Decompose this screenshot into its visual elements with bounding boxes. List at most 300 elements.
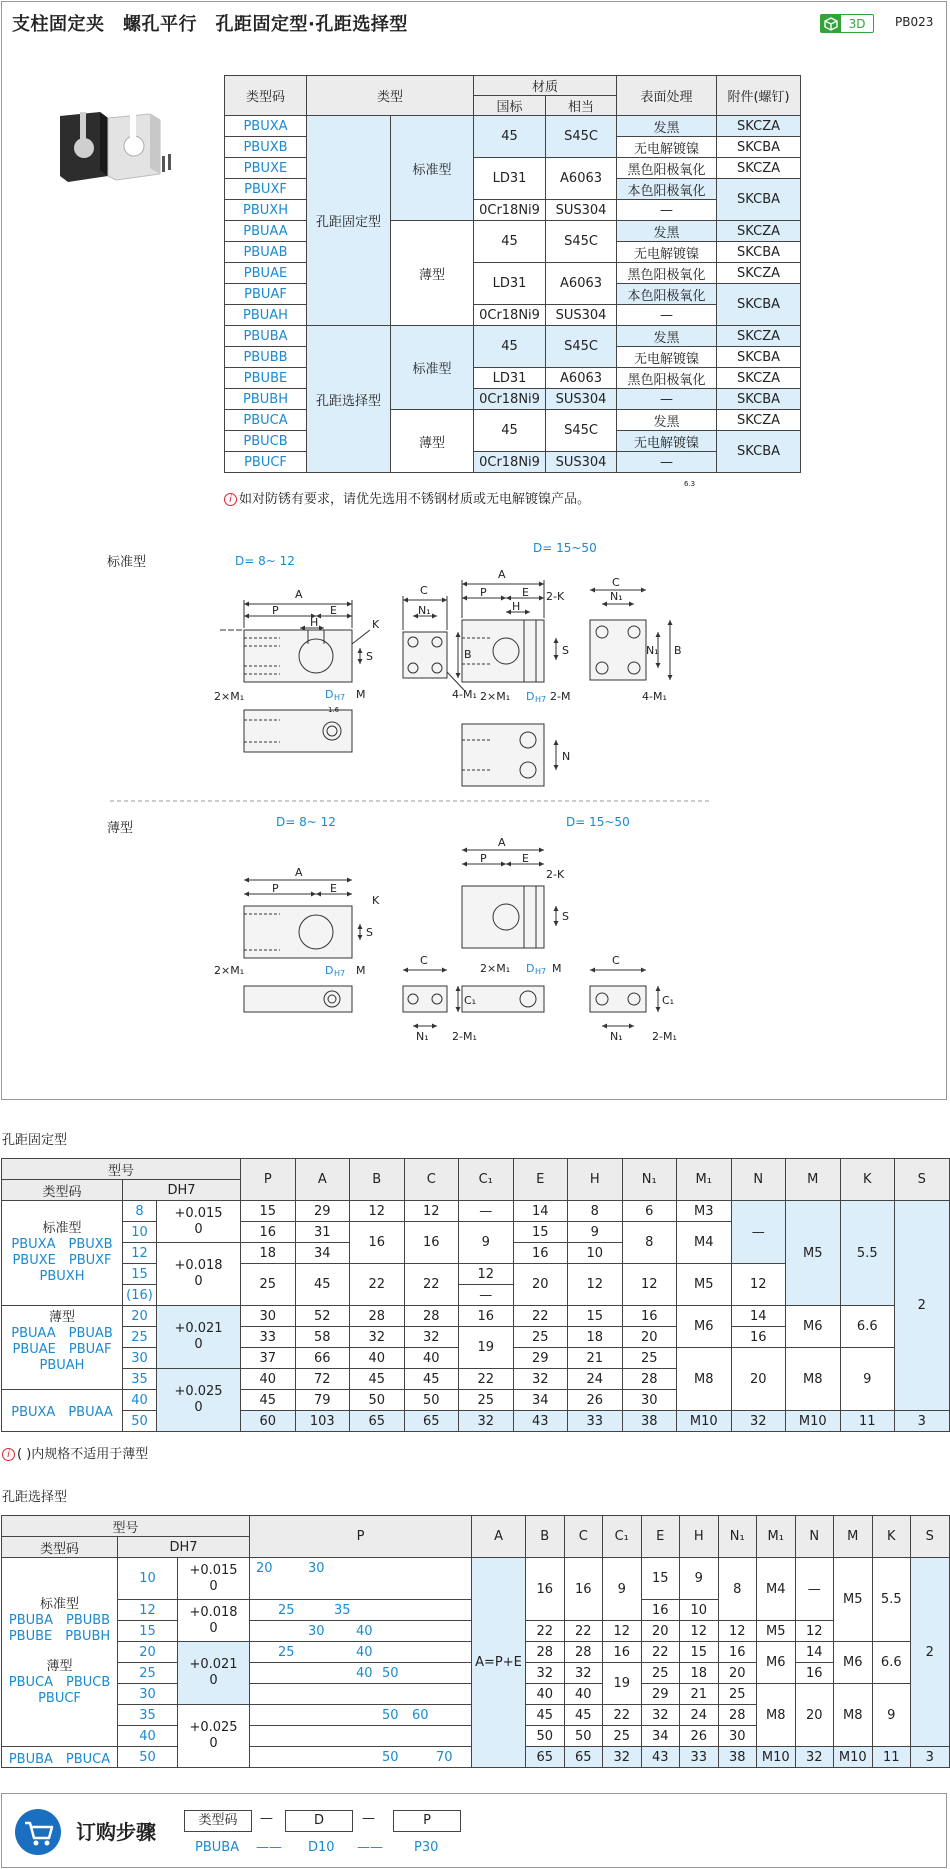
cell: 28	[718, 1705, 757, 1726]
mat-equiv: S45C	[546, 116, 617, 158]
h-dh7: DH7	[118, 1537, 250, 1558]
material-table	[224, 75, 801, 473]
cell: 28	[564, 1642, 603, 1663]
mat-equiv: SUS304	[546, 452, 617, 473]
d-value[interactable]: 12	[118, 1600, 178, 1621]
cell: —	[731, 1201, 786, 1264]
dim-2m1: 2-M₁	[452, 1030, 477, 1043]
d-range-large: D= 15~50	[533, 541, 597, 555]
cell: 12	[718, 1621, 757, 1642]
dim-m4: 4-M₁	[642, 690, 667, 703]
col-header: C	[404, 1159, 459, 1201]
d-value[interactable]: 30	[123, 1348, 157, 1369]
cell: 29	[641, 1684, 680, 1705]
cell: 25	[622, 1348, 677, 1369]
cell: 18	[568, 1327, 623, 1348]
cell: 12	[459, 1264, 514, 1285]
dim-k: K	[372, 894, 380, 907]
code-list[interactable]: PBUAH	[39, 1358, 85, 1373]
p-value[interactable]: 25	[278, 1603, 295, 1618]
cell: 9	[680, 1558, 719, 1600]
cell: 43	[641, 1747, 680, 1768]
dim-m1x2: 2×M₁	[214, 690, 245, 703]
type-code[interactable]: PBUBH	[225, 389, 307, 410]
cell: 16	[564, 1558, 603, 1621]
cell: 16	[241, 1222, 296, 1243]
sub-label: 标准型	[391, 116, 474, 221]
d-value[interactable]: 40	[123, 1390, 157, 1411]
order-box-d: D	[285, 1810, 353, 1832]
d-value[interactable]: 50	[118, 1747, 178, 1768]
cell: M10	[834, 1747, 873, 1768]
dim-a: A	[295, 866, 303, 879]
cell: 25	[459, 1390, 514, 1411]
accessory: SKCZA	[717, 221, 801, 242]
select-group	[2, 1558, 118, 1747]
dim-a: A	[295, 588, 303, 601]
cell: 19	[603, 1663, 642, 1705]
cell: 45	[404, 1369, 459, 1390]
dim-2k: 2-K	[546, 590, 565, 603]
cell: 34	[295, 1243, 350, 1264]
mat-equiv: S45C	[546, 221, 617, 263]
cell: 40	[241, 1369, 296, 1390]
cell: 32	[603, 1747, 642, 1768]
code-list[interactable]: PBUXH	[39, 1269, 85, 1284]
cell: —	[459, 1201, 514, 1222]
dim-s: S	[366, 926, 373, 939]
cell: 8	[718, 1558, 757, 1621]
d-value[interactable]: 35	[118, 1705, 178, 1726]
dim-e: E	[522, 852, 529, 865]
code-list[interactable]: PBUCA PBUCB	[8, 1675, 111, 1690]
cell: 65	[404, 1411, 459, 1432]
code-list[interactable]: PBUCF	[38, 1691, 81, 1706]
dim-k: K	[372, 618, 380, 631]
dim-h7: H7	[334, 693, 346, 702]
d-value[interactable]: 12	[123, 1243, 157, 1264]
surface: —	[617, 200, 717, 221]
cell: 11	[872, 1747, 911, 1768]
cell: 16	[350, 1222, 405, 1264]
cell: 65	[526, 1747, 565, 1768]
cell: 12	[350, 1201, 405, 1222]
cell: 16	[459, 1306, 514, 1327]
surface: 无电解镀镍	[617, 242, 717, 263]
cell: M10	[677, 1411, 732, 1432]
cell: M5	[757, 1621, 796, 1642]
dim-s: S	[562, 910, 569, 923]
surface: 本色阳极氧化	[617, 284, 717, 305]
p-value[interactable]: 35	[334, 1603, 351, 1618]
cell: 32	[641, 1705, 680, 1726]
type-code[interactable]: PBUCA	[225, 410, 307, 431]
tolerance: +0.021 0	[178, 1642, 250, 1705]
cell: 60	[241, 1411, 296, 1432]
p-values	[250, 1600, 472, 1621]
p-values	[250, 1642, 472, 1663]
order-dash: —	[362, 1811, 375, 1826]
page-code: PB023	[895, 15, 934, 29]
p-value[interactable]: 50	[382, 1666, 399, 1681]
col-header: H	[568, 1159, 623, 1201]
p-value[interactable]: 50	[382, 1708, 399, 1723]
surface: —	[617, 452, 717, 473]
cell: M10	[757, 1747, 796, 1768]
col-header: M	[786, 1159, 841, 1201]
header-surface: 表面处理	[617, 76, 717, 116]
example-code: PBUBA	[195, 1840, 240, 1855]
p-value[interactable]: 70	[436, 1750, 453, 1765]
cell: M8	[757, 1684, 796, 1747]
dim-s: S	[562, 644, 569, 657]
select-section-label: 孔距选择型	[2, 1490, 68, 1505]
a-formula: A=P+E	[472, 1558, 526, 1768]
mat-gb: 0Cr18Ni9	[474, 389, 546, 410]
type-code[interactable]: PBUBA	[225, 326, 307, 347]
col-header: B	[526, 1516, 565, 1558]
surface: 发黑	[617, 221, 717, 242]
cell: 12	[603, 1621, 642, 1642]
cell: 30	[622, 1390, 677, 1411]
dim-h7: H7	[334, 969, 346, 978]
dim-h7: H7	[535, 967, 547, 976]
cell: 45	[241, 1390, 296, 1411]
p-values	[250, 1663, 472, 1684]
cell: 103	[295, 1411, 350, 1432]
type-code[interactable]: PBUAE	[225, 263, 307, 284]
cell: 6	[622, 1201, 677, 1222]
cell: 22	[404, 1264, 459, 1306]
cart-icon	[14, 1808, 64, 1856]
accessory: SKCBA	[717, 137, 801, 158]
code-list[interactable]: PBUAE PBUAF	[12, 1342, 112, 1357]
surface: 本色阳极氧化	[617, 179, 717, 200]
dim-h7: H7	[535, 695, 547, 704]
cell: 45	[564, 1705, 603, 1726]
type-code[interactable]: PBUAB	[225, 242, 307, 263]
cell: 22	[459, 1369, 514, 1390]
thin-label: 薄型	[48, 1310, 75, 1325]
code-list[interactable]: PBUXE PBUXF	[12, 1253, 112, 1268]
d-value[interactable]: 20	[118, 1642, 178, 1663]
cell: 16	[718, 1642, 757, 1663]
mat-gb: 45	[474, 326, 546, 368]
cell: 32	[350, 1327, 405, 1348]
3d-badge[interactable]	[820, 14, 874, 33]
header-accessory: 附件(螺钉)	[717, 76, 801, 116]
p-value[interactable]: 40	[356, 1666, 373, 1681]
dim-c: C	[612, 576, 620, 589]
p-values	[250, 1705, 472, 1726]
cell: 38	[622, 1411, 677, 1432]
cell: 19	[459, 1327, 514, 1369]
cell: 29	[295, 1201, 350, 1222]
cell: 40	[526, 1684, 565, 1705]
cell: M5	[677, 1264, 732, 1306]
cell: 28	[526, 1642, 565, 1663]
cell: 22	[564, 1621, 603, 1642]
code-list[interactable]: PBUBE PBUBH	[8, 1629, 111, 1644]
cell: 31	[295, 1222, 350, 1243]
cell: 20	[795, 1684, 834, 1747]
code-list[interactable]: PBUAA PBUAB	[11, 1326, 113, 1341]
cell: 29	[513, 1348, 568, 1369]
cell: 28	[350, 1306, 405, 1327]
cell: M6	[786, 1306, 841, 1348]
col-header: E	[641, 1516, 680, 1558]
cell: 15	[513, 1222, 568, 1243]
cell: 50	[404, 1390, 459, 1411]
cell: 66	[295, 1348, 350, 1369]
type-code[interactable]: PBUXE	[225, 158, 307, 179]
sub-label: 薄型	[391, 221, 474, 326]
dim-2k: 2-K	[546, 868, 565, 881]
p-value[interactable]: 40	[356, 1624, 373, 1639]
cell: —	[795, 1558, 834, 1621]
col-header: C	[564, 1516, 603, 1558]
col-header: H	[680, 1516, 719, 1558]
d-value[interactable]: (16)	[123, 1285, 157, 1306]
d-value[interactable]: 30	[118, 1684, 178, 1705]
sub-label: 薄型	[391, 410, 474, 473]
dim-h: H	[512, 600, 521, 613]
cell: 24	[680, 1705, 719, 1726]
cell: 12	[404, 1201, 459, 1222]
cell: 50	[350, 1390, 405, 1411]
cell: 52	[295, 1306, 350, 1327]
cell: M8	[834, 1684, 873, 1747]
d-range-small: D= 8~ 12	[276, 815, 336, 829]
cell: 8	[568, 1201, 623, 1222]
surface: 黑色阳极氧化	[617, 158, 717, 179]
cell: 15	[641, 1558, 680, 1600]
cell: M8	[786, 1348, 841, 1411]
d-value[interactable]: 25	[123, 1327, 157, 1348]
h-dh7: DH7	[123, 1180, 241, 1201]
cell: 20	[731, 1348, 786, 1411]
cell: 16	[513, 1243, 568, 1264]
thin-label: 薄型	[46, 1659, 73, 1674]
col-header: S	[911, 1516, 950, 1558]
cell: 25	[641, 1663, 680, 1684]
type-code[interactable]: PBUAF	[225, 284, 307, 305]
d-value[interactable]: 40	[118, 1726, 178, 1747]
cell: 40	[350, 1348, 405, 1369]
p-values	[250, 1558, 472, 1600]
d-value[interactable]: 15	[123, 1264, 157, 1285]
cell: 9	[459, 1222, 514, 1264]
dim-d: D	[526, 690, 535, 703]
mat-gb: 45	[474, 221, 546, 263]
d-value[interactable]: 8	[123, 1201, 157, 1222]
mat-gb: 0Cr18Ni9	[474, 452, 546, 473]
dim-p: P	[480, 852, 487, 865]
tolerance: +0.025 0	[157, 1369, 241, 1432]
dim-c: C	[420, 584, 428, 597]
d-value[interactable]: 10	[118, 1558, 178, 1600]
header-gb: 国标	[474, 96, 546, 116]
cell: 6.6	[840, 1306, 895, 1348]
cell: 9	[872, 1684, 911, 1747]
type-code[interactable]: PBUCB	[225, 431, 307, 452]
cell: 14	[795, 1642, 834, 1663]
type-code[interactable]: PBUBB	[225, 347, 307, 368]
cell: M4	[677, 1222, 732, 1264]
mat-equiv: SUS304	[546, 305, 617, 326]
p-value[interactable]: 30	[308, 1624, 325, 1639]
tolerance: +0.018 0	[178, 1600, 250, 1642]
accessory: SKCZA	[717, 326, 801, 347]
product-photo	[52, 106, 177, 186]
cell: 24	[568, 1369, 623, 1390]
mat-gb: LD31	[474, 158, 546, 200]
cell: 3	[895, 1411, 950, 1432]
header-type: 类型	[307, 76, 474, 116]
col-header: N₁	[622, 1159, 677, 1201]
cell: M5	[834, 1558, 873, 1642]
cell: 20	[513, 1264, 568, 1306]
warning-icon: i	[224, 493, 237, 506]
note-text: ( )内规格不适用于薄型	[17, 1447, 149, 1462]
mat-equiv: S45C	[546, 410, 617, 452]
cell: 37	[241, 1348, 296, 1369]
type-code[interactable]: PBUXB	[225, 137, 307, 158]
fixed-section-label: 孔距固定型	[2, 1133, 68, 1148]
dim-c1: C₁	[464, 994, 477, 1007]
cell: 16	[404, 1222, 459, 1264]
type-code[interactable]: PBUXH	[225, 200, 307, 221]
d-value[interactable]: 50	[123, 1411, 157, 1432]
cell: 9	[603, 1558, 642, 1621]
dim-2m: 2-M	[550, 690, 571, 703]
order-box-p: P	[393, 1810, 461, 1832]
col-header: M	[834, 1516, 873, 1558]
col-header: K	[840, 1159, 895, 1201]
col-header: C₁	[459, 1159, 514, 1201]
cell: 5.5	[840, 1201, 895, 1306]
accessory: SKCBA	[717, 431, 801, 473]
p-values	[250, 1684, 472, 1705]
example-sep: ——	[256, 1840, 282, 1855]
dim-c1: C₁	[662, 994, 675, 1007]
tolerance: +0.025 0	[178, 1705, 250, 1768]
code-list[interactable]: PBUXA PBUAA	[2, 1390, 123, 1432]
tolerance: +0.015 0	[157, 1201, 241, 1243]
h-model: 型号	[2, 1516, 250, 1537]
d-value[interactable]: 25	[118, 1663, 178, 1684]
cell: M6	[677, 1306, 732, 1348]
code-list[interactable]: PBUBA PBUCA	[2, 1747, 118, 1768]
p-value[interactable]: 25	[278, 1645, 295, 1660]
cell: 21	[680, 1684, 719, 1705]
surface: —	[617, 305, 717, 326]
3d-label: 3D	[848, 16, 866, 31]
cell: 12	[680, 1621, 719, 1642]
type-code[interactable]: PBUXF	[225, 179, 307, 200]
mat-equiv: A6063	[546, 368, 617, 389]
p-value[interactable]: 40	[356, 1645, 373, 1660]
mat-gb: 0Cr18Ni9	[474, 305, 546, 326]
cell: 32	[513, 1369, 568, 1390]
dim-e: E	[330, 882, 337, 895]
code-list[interactable]: PBUXA PBUXB	[11, 1237, 113, 1252]
cell: 72	[295, 1369, 350, 1390]
type-code[interactable]: PBUCF	[225, 452, 307, 473]
col-header: K	[872, 1516, 911, 1558]
p-values	[250, 1747, 472, 1768]
cell: 43	[513, 1411, 568, 1432]
h-code: 类型码	[2, 1180, 123, 1201]
cell: 20	[641, 1621, 680, 1642]
col-header: B	[350, 1159, 405, 1201]
cell: 21	[568, 1348, 623, 1369]
cell: 32	[526, 1663, 565, 1684]
cell: 50	[564, 1726, 603, 1747]
p-value[interactable]: 30	[308, 1561, 325, 1576]
cell: 28	[622, 1369, 677, 1390]
code-list[interactable]: PBUBA PBUBB	[8, 1613, 111, 1628]
dim-a: A	[498, 836, 506, 849]
example-sep: ——	[357, 1840, 383, 1855]
cell: M3	[677, 1201, 732, 1222]
cell: 11	[840, 1411, 895, 1432]
header-code: 类型码	[225, 76, 307, 116]
cell: 33	[568, 1411, 623, 1432]
p-value[interactable]: 60	[412, 1708, 429, 1723]
col-header: S	[895, 1159, 950, 1201]
cell: 22	[350, 1264, 405, 1306]
dim-b: B	[674, 644, 682, 657]
type-code[interactable]: PBUAA	[225, 221, 307, 242]
mat-equiv: SUS304	[546, 389, 617, 410]
rough-top: 6.3	[684, 480, 696, 488]
dim-n1-v: N₁	[646, 644, 659, 657]
cell: M6	[834, 1642, 873, 1684]
cell: 26	[680, 1726, 719, 1747]
mat-equiv: A6063	[546, 158, 617, 200]
cell: M4	[757, 1558, 796, 1621]
cell: 33	[680, 1747, 719, 1768]
d-value[interactable]: 15	[118, 1621, 178, 1642]
type-code[interactable]: PBUXA	[225, 116, 307, 137]
cell: 2	[911, 1558, 950, 1747]
dim-m1x2: 2×M₁	[480, 690, 511, 703]
dim-s: S	[366, 650, 373, 663]
cell: M8	[677, 1348, 732, 1411]
surface: 无电解镀镍	[617, 431, 717, 452]
cell: 3	[911, 1747, 950, 1768]
group-label: 孔距选择型	[307, 326, 391, 473]
p-value[interactable]: 50	[382, 1750, 399, 1765]
std-label: 标准型	[42, 1221, 82, 1236]
dim-m: M	[552, 962, 562, 975]
d-value[interactable]: 10	[123, 1222, 157, 1243]
dim-n1: N₁	[610, 1030, 623, 1043]
p-value[interactable]: 20	[256, 1561, 273, 1576]
d-value[interactable]: 35	[123, 1369, 157, 1390]
accessory: SKCBA	[717, 242, 801, 263]
type-code[interactable]: PBUAH	[225, 305, 307, 326]
std-label: 标准型	[39, 1597, 79, 1612]
col-header: M₁	[757, 1516, 796, 1558]
surface: 黑色阳极氧化	[617, 263, 717, 284]
d-value[interactable]: 20	[123, 1306, 157, 1327]
dim-m: M	[356, 964, 366, 977]
type-code[interactable]: PBUBE	[225, 368, 307, 389]
cell: 65	[350, 1411, 405, 1432]
cell: 12	[568, 1264, 623, 1306]
